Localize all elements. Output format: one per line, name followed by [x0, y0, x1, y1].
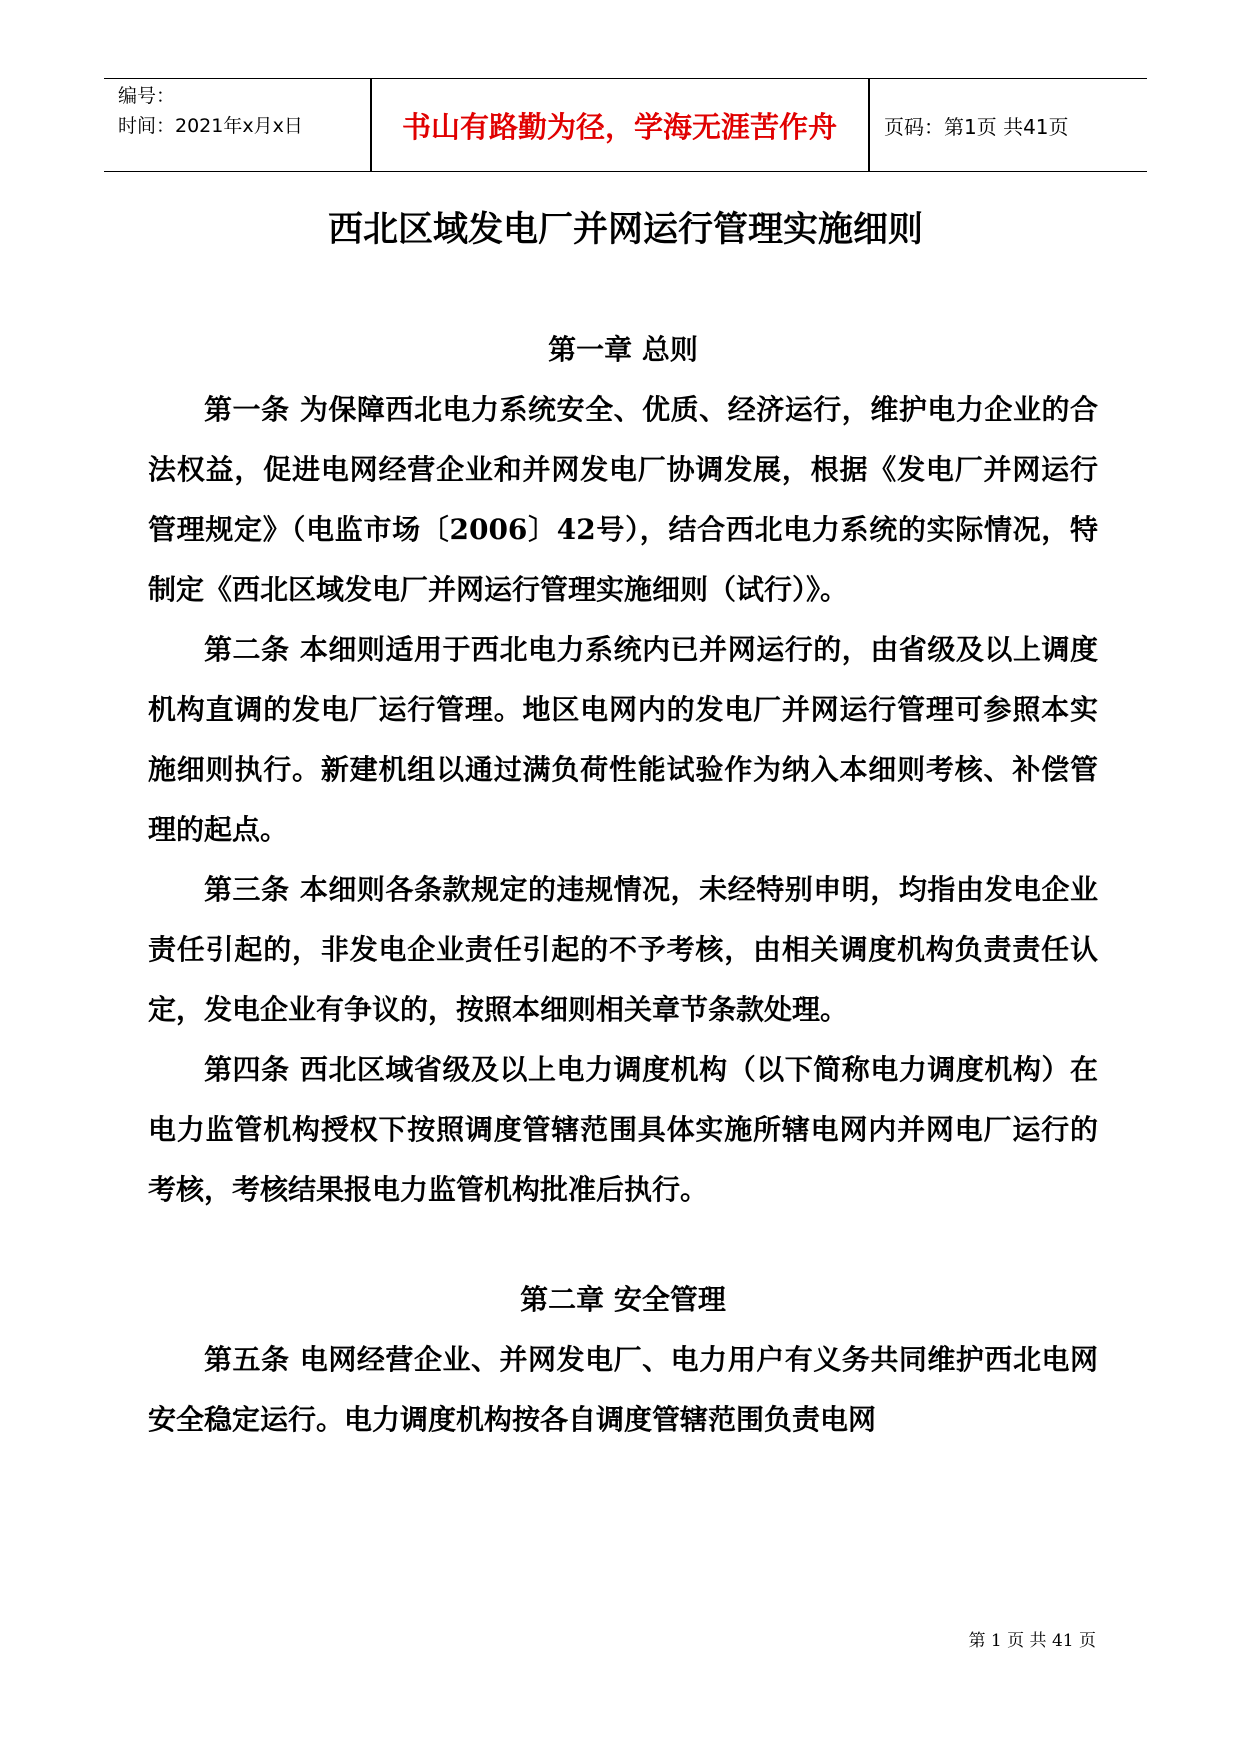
chapter-heading: 第一章 总则: [548, 333, 698, 366]
article-paragraph: 第二条 本细则适用于西北电力系统内已并网运行的，由省级及以上调度机构直调的发电厂运行管理。地区电网内的发电厂并网运行管理可参照本实施细则执行。新建机组以通过满负荷性能试验作为纳入本细则考核、补偿管理的起点。: [148, 633, 1098, 846]
document-title: 西北区域发电厂并网运行管理实施细则: [327, 209, 923, 250]
header-page-info: 页码：第1页 共41页: [884, 114, 1069, 139]
chapter-heading: 第二章 安全管理: [520, 1283, 726, 1316]
article-paragraph: 第三条 本细则各条款规定的违规情况，未经特别申明，均指由发电企业责任引起的，非发电企业责任引起的不予考核，由相关调度机构负责责任认定，发电企业有争议的，按照本细则相关章节条款处理。: [148, 873, 1098, 1026]
time-label: 时间：2021年x月x日: [118, 115, 303, 137]
page-footer: 第 1 页 共 41 页: [968, 1631, 1096, 1651]
header-motto: 书山有路勤为径，学海无涯苦作舟: [401, 109, 837, 144]
article-paragraph: 第一条 为保障西北电力系统安全、优质、经济运行，维护电力企业的合法权益，促进电网经营企业和并网发电厂协调发展，根据《发电厂并网运行管理规定》（电监市场〔2006〕42号），结合西北电力系统的实际情况，特制定《西北区域发电厂并网运行管理实施细则（试行）》。: [148, 393, 1098, 606]
page-header: [104, 78, 1147, 172]
serial-number-label: 编号：: [118, 85, 176, 107]
header-meta: [118, 81, 368, 141]
article-paragraph: 第四条 西北区域省级及以上电力调度机构（以下简称电力调度机构）在电力监管机构授权下按照调度管辖范围具体实施所辖电网内并网电厂运行的考核，考核结果报电力监管机构批准后执行。: [148, 1053, 1098, 1206]
article-paragraph: 第五条 电网经营企业、并网发电厂、电力用户有义务共同维护西北电网安全稳定运行。电力调度机构按各自调度管辖范围负责电网: [148, 1343, 1098, 1436]
document-body: [148, 320, 1098, 1450]
